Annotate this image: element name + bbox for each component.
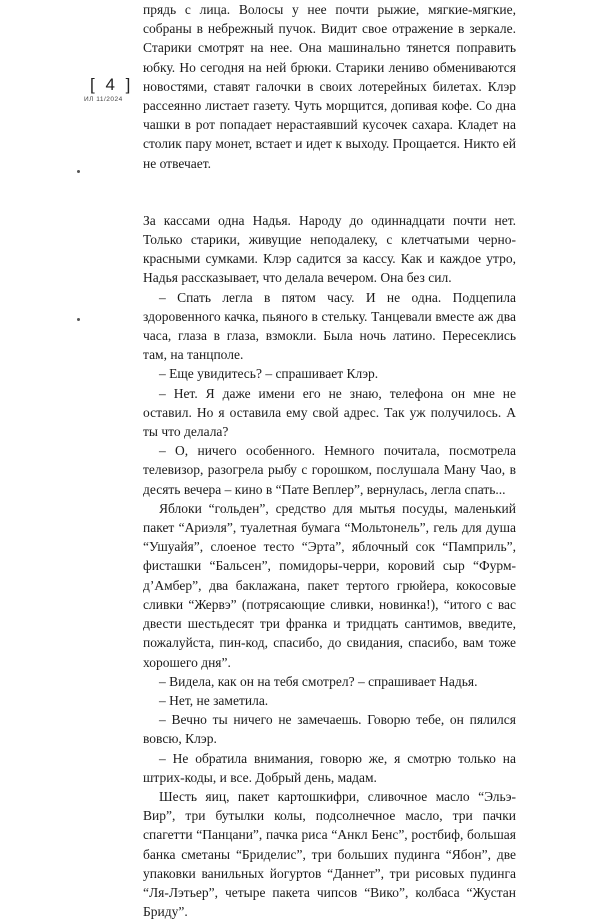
dialogue-line: – О, ничего особенного. Немного почитала, посмотрела телевизор, разогрела рыбу с горошком, послушала Ману Чао, в десять вечера – кино в “Пате Веплер”, вернулась, легла спать... <box>143 443 516 497</box>
dialogue-line: – Вечно ты ничего не замечаешь. Говорю тебе, он пялился вовсю, Клэр. <box>143 712 516 747</box>
issue-label: ИЛ 11/2024 <box>84 96 123 103</box>
section-break <box>143 173 516 211</box>
dialogue-line: – Нет, не заметила. <box>159 692 269 708</box>
dialogue-line: – Видела, как он на тебя смотрел? – спрашивает Надья. <box>159 673 478 689</box>
dialogue-line: – Нет. Я даже имени его не знаю, телефона он мне не оставил. Но я оставила ему свой адрес. Так уж получилось. А ты что делала? <box>143 385 516 440</box>
paragraph: Шесть яиц, пакет картошкифри, сливочное масло “Эльэ-Вир”, три бутылки колы, подсолнечное масло, три пачки спагетти “Панцани”, пачка риса “Анкл Бенс”, ростбиф, большая банка сметаны “Бриделис”, три больших пудинга “Ябон”, две упаковки ванильных йогуртов “Даннет”, три рисовых пудинга “Ля-Лэтьер”, четыре пакета чипсов “Вико”, колбаса “Жустан Бриду”. <box>143 788 516 920</box>
paragraph: За кассами одна Надья. Народу до одиннадцати почти нет. Только старики, живущие неподалеку, с клетчатыми черно-красными сумками. Клэр садится за кассу. Как и каждое утро, Надья рассказывает, что делала вечером. Она без сил. <box>143 212 516 286</box>
dialogue-line: – Спать легла в пятом часу. И не одна. Подцепила здоровенного качка, пьяного в стельку. Танцевали вместе аж два часа, глаза в глаза, взмокли. Была ночь латино. Пересеклись там, на танцполе. <box>143 289 516 363</box>
dialogue-line: – Не обратила внимания, говорю же, я смотрю только на штрих-коды, и все. Добрый день, мадам. <box>143 750 516 785</box>
dialogue-line: – Еще увидитесь? – спрашивает Клэр. <box>159 366 379 382</box>
body-text <box>143 0 516 921</box>
paragraph: Яблоки “гольден”, средство для мытья посуды, маленький пакет “Ариэля”, туалетная бумага “Мольтонель”, гель для душа “Ушуайя”, слоеное тесто “Эрта”, яблочный сок “Памприль”, фисташки “Бальсен”, помидоры-черри, коровий сыр “Фурм-д’Амбер”, два баклажана, пакет тертого грюйера, кокосовые сливки “Жервэ” (потрясающие сливки, новинка!), “итого с вас двести шестьдесят три франка и тридцать сантимов, введите, пожалуйста, пин-код, спасибо, до свидания, спасибо, вам тоже хорошего дня”. <box>143 500 516 670</box>
margin-dot <box>77 170 80 173</box>
page-number: [ 4 ] <box>90 75 134 94</box>
paragraph: прядь с лица. Волосы у нее почти рыжие, мягкие-мягкие, собраны в небрежный пучок. Видит свое отражение в зеркале. Старики смотрят на нее. Она машинально тянется поправить юбку. Но сегодня на ней брюки. Старики лениво обмениваются новостями, ставят галочки в своих лотерейных билетах. Клэр рассеянно листает газету. Чуть морщится, допивая кофе. Со дна чашки в рот попадает нерастаявший кусочек сахара. Кладет на столик пару монет, встает и идет к выходу. Прощается. Никто ей не отвечает. <box>143 2 516 171</box>
margin-dot <box>77 318 80 321</box>
